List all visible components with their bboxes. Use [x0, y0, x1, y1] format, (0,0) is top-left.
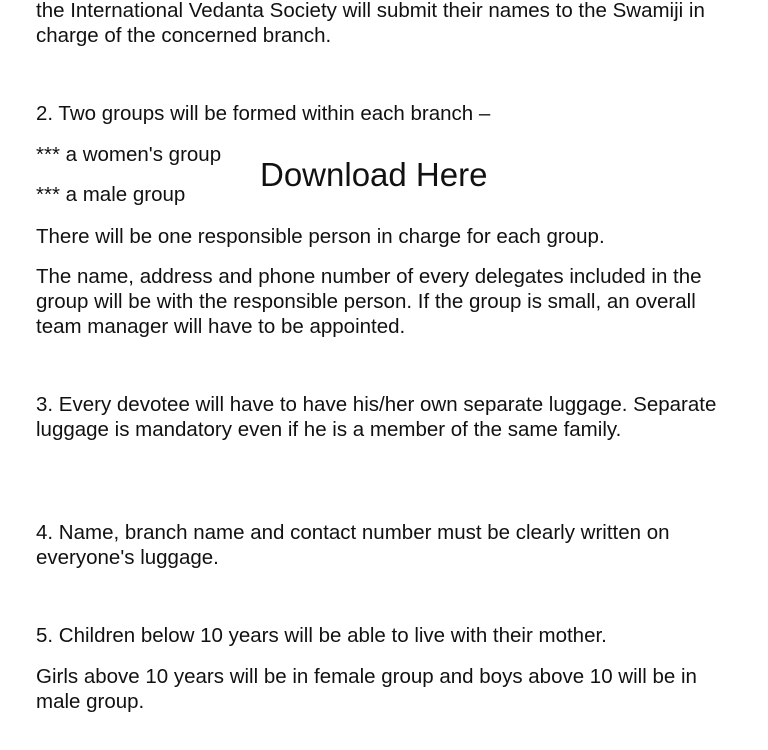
paragraph-registration: the International Vedanta Society will submit their names to the Swamiji in charge of the concerned branch.	[36, 0, 705, 47]
paragraph-item-5: 5. Children below 10 years will be able to live with their mother.	[36, 624, 607, 647]
paragraph-item-2: 2. Two groups will be formed within each branch –	[36, 102, 491, 125]
paragraph-responsible-person: There will be one responsible person in charge for each group.	[36, 225, 605, 248]
paragraph-item-4: 4. Name, branch name and contact number must be clearly written on everyone's luggage.	[36, 521, 670, 569]
paragraph-male-group: *** a male group	[36, 183, 186, 206]
paragraph-womens-group: *** a women's group	[36, 143, 222, 166]
paragraph-delegate-details: The name, address and phone number of every delegates included in the group will be with the responsible person. If the group is small, an overall team manager will have to be appointed.	[36, 265, 702, 338]
download-here-link[interactable]: Download Here	[260, 156, 488, 193]
paragraph-item-3: 3. Every devotee will have to have his/her own separate luggage. Separate luggage is mandatory even if he is a member of the same family.	[36, 393, 717, 441]
paragraph-girls-boys: Girls above 10 years will be in female group and boys above 10 will be in male group.	[36, 665, 697, 713]
